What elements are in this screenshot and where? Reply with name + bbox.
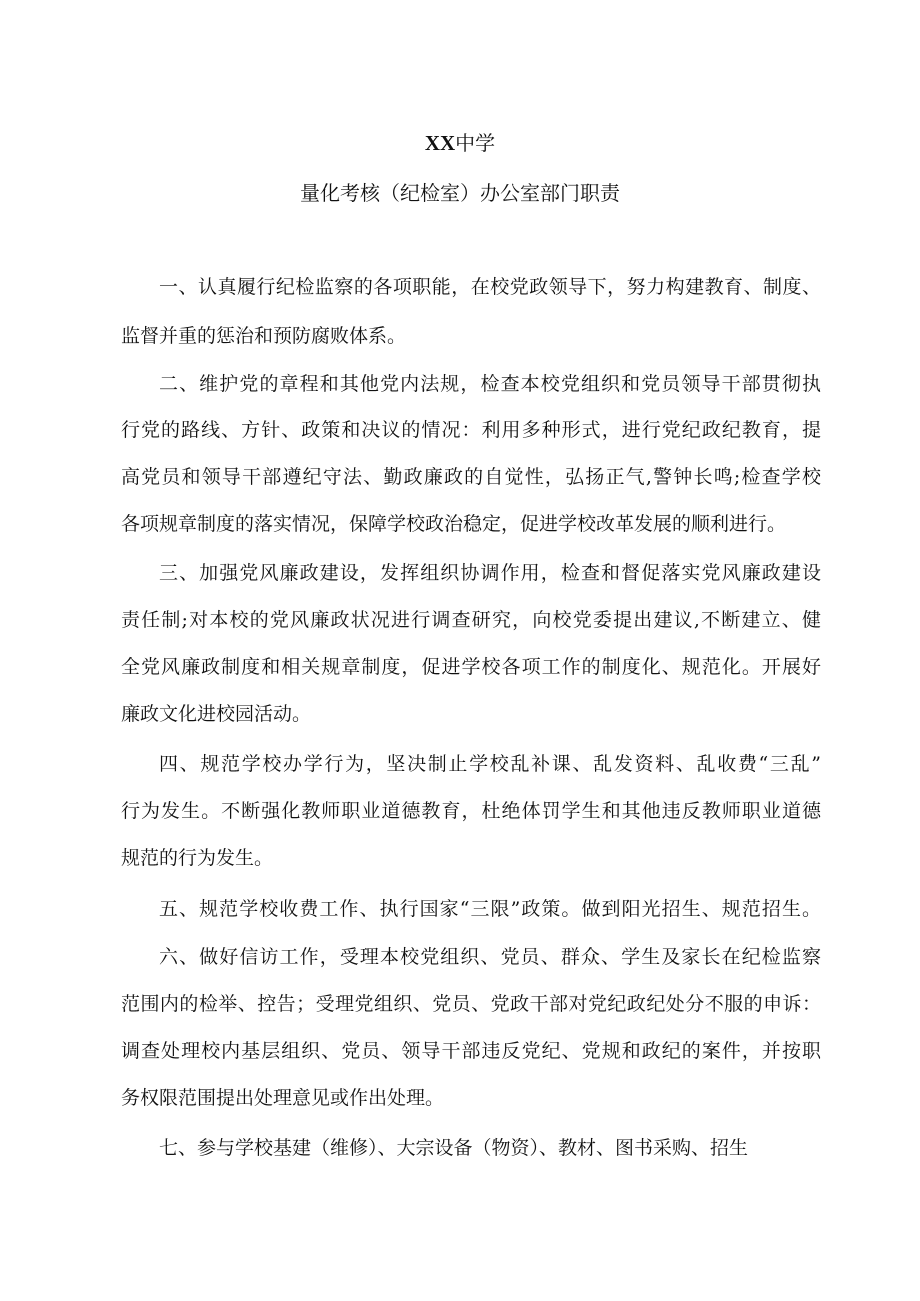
paragraph-line: 规范的行为发生。 [121,847,274,869]
paragraph-line: 二、维护党的章程和其他党内法规，检查本校党组织和党员领导干部贯彻执 [159,373,821,395]
title-cjk: 中学 [455,131,496,155]
paragraph-line: 六、做好信访工作，受理本校党组织、党员、群众、学生及家长在纪检监察 [159,946,821,968]
paragraph-line: 范围内的检举、控告；受理党组织、党员、党政干部对党纪政纪处分不服的申诉： [121,993,821,1015]
paragraph-line: 调查处理校内基层组织、党员、领导干部违反党纪、党规和政纪的案件，并按职 [121,1040,821,1062]
paragraph-line: 一、认真履行纪检监察的各项职能，在校党政领导下，努力构建教育、制度、 [159,276,821,298]
paragraph-line: 行为发生。不断强化教师职业道德教育，杜绝体罚学生和其他违反教师职业道德 [121,800,821,822]
paragraph-line: 五、规范学校收费工作、执行国家“三限”政策。做到阳光招生、规范招生。 [159,898,821,920]
paragraph-line: 高党员和领导干部遵纪守法、勤政廉政的自觉性，弘扬正气,警钟长鸣;检查学校 [121,466,821,488]
document-subtitle: 量化考核（纪检室）办公室部门职责 [300,181,620,205]
document-title [0,128,920,158]
paragraph-line: 四、规范学校办学行为，坚决制止学校乱补课、乱发资料、乱收费“三乱” [159,753,821,775]
paragraph-line: 七、参与学校基建（维修）、大宗设备（物资）、教材、图书采购、招生 [159,1137,749,1159]
paragraph-line: 务权限范围提出处理意见或作出处理。 [121,1087,445,1109]
title-latin: XX [424,131,456,155]
paragraph-line: 全党风廉政制度和相关规章制度，促进学校各项工作的制度化、规范化。开展好 [121,656,821,678]
paragraph-line: 廉政文化进校园活动。 [121,703,312,725]
paragraph-line: 行党的路线、方针、政策和决议的情况：利用多种形式，进行党纪政纪教育，提 [121,419,821,441]
paragraph-line: 监督并重的惩治和预防腐败体系。 [121,325,407,347]
paragraph-line: 责任制;对本校的党风廉政状况进行调查研究，向校党委提出建议,不断建立、健 [121,609,821,631]
paragraph-line: 三、加强党风廉政建设，发挥组织协调作用，检查和督促落实党风廉政建设 [159,562,821,584]
paragraph-line: 各项规章制度的落实情况，保障学校政治稳定，促进学校改革发展的顺利进行。 [121,513,787,535]
